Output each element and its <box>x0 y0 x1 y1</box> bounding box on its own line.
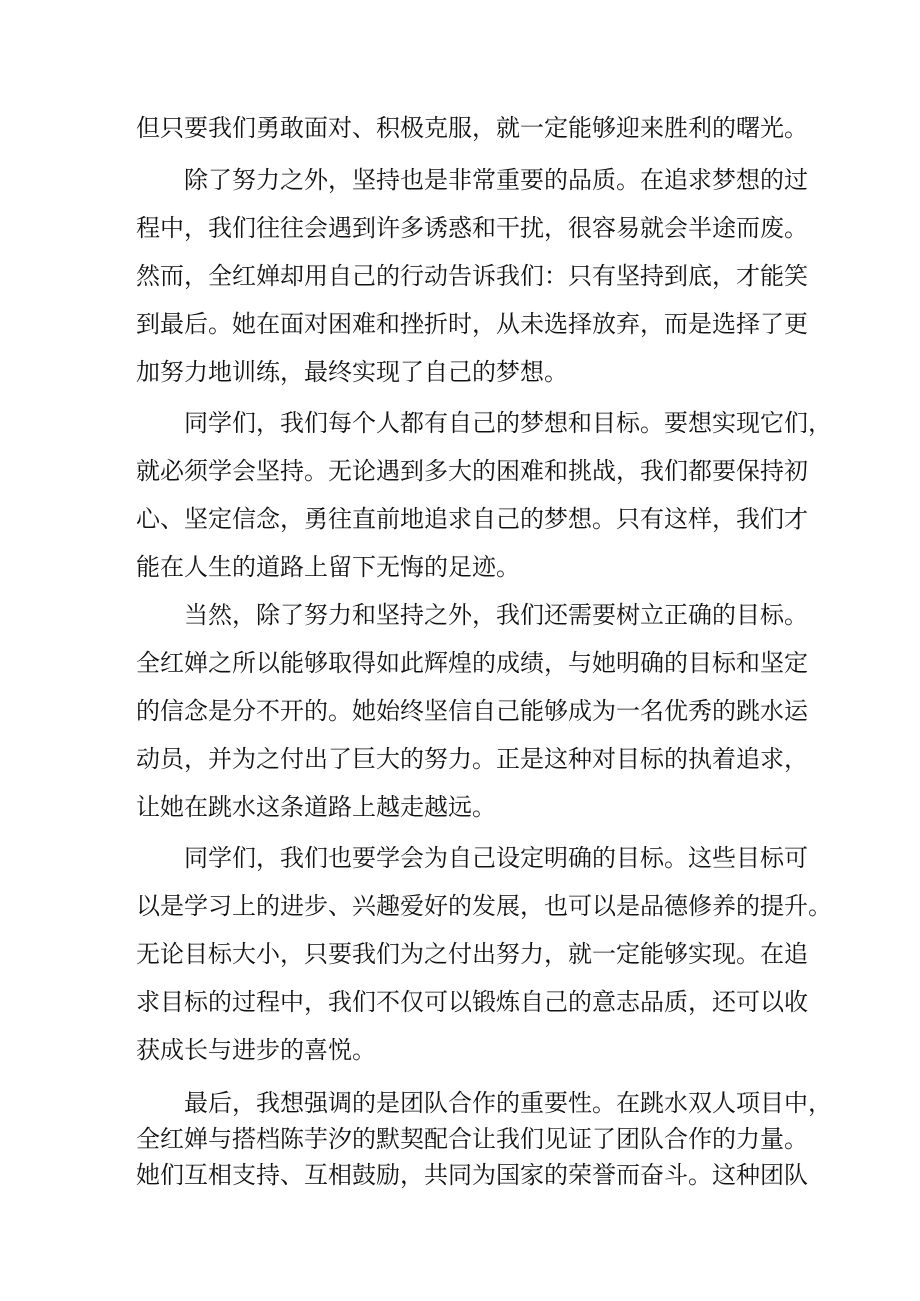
text-line: 最后，我想强调的是团队合作的重要性。在跳水双人项目中， <box>184 1089 832 1117</box>
text-line: 就必须学会坚持。无论遇到多大的困难和挑战，我们都要保持初 <box>136 457 808 485</box>
text-line: 程中，我们往往会遇到许多诱惑和干扰，很容易就会半途而废。 <box>136 214 808 242</box>
text-line: 全红婵与搭档陈芋汐的默契配合让我们见证了团队合作的力量。 <box>136 1125 808 1153</box>
text-line: 的信念是分不开的。她始终坚信自己能够成为一名优秀的跳水运 <box>136 697 808 725</box>
text-line: 同学们，我们也要学会为自己设定明确的目标。这些目标可 <box>184 844 808 872</box>
text-line: 全红婵之所以能够取得如此辉煌的成绩，与她明确的目标和坚定 <box>136 649 808 677</box>
text-line: 让她在跳水这条道路上越走越远。 <box>136 793 496 821</box>
text-line: 求目标的过程中，我们不仅可以锻炼自己的意志品质，还可以收 <box>136 988 808 1016</box>
text-line: 同学们，我们每个人都有自己的梦想和目标。要想实现它们， <box>184 409 832 437</box>
text-line: 无论目标大小，只要我们为之付出努力，就一定能够实现。在追 <box>136 940 808 968</box>
text-line: 当然，除了努力和坚持之外，我们还需要树立正确的目标。 <box>184 601 808 629</box>
text-line: 加努力地训练，最终实现了自己的梦想。 <box>136 358 568 386</box>
text-line: 但只要我们勇敢面对、积极克服，就一定能够迎来胜利的曙光。 <box>136 114 808 142</box>
text-line: 她们互相支持、互相鼓励，共同为国家的荣誉而奋斗。这种团队 <box>136 1161 808 1189</box>
text-line: 能在人生的道路上留下无悔的足迹。 <box>136 553 520 581</box>
text-line: 然而，全红婵却用自己的行动告诉我们：只有坚持到底，才能笑 <box>136 262 808 290</box>
text-line: 以是学习上的进步、兴趣爱好的发展，也可以是品德修养的提升。 <box>136 892 832 920</box>
text-line: 心、坚定信念，勇往直前地追求自己的梦想。只有这样，我们才 <box>136 505 808 533</box>
text-line: 动员，并为之付出了巨大的努力。正是这种对目标的执着追求， <box>136 745 808 773</box>
text-line: 到最后。她在面对困难和挫折时，从未选择放弃，而是选择了更 <box>136 310 808 338</box>
text-line: 获成长与进步的喜悦。 <box>136 1036 376 1064</box>
text-line: 除了努力之外，坚持也是非常重要的品质。在追求梦想的过 <box>184 166 808 194</box>
